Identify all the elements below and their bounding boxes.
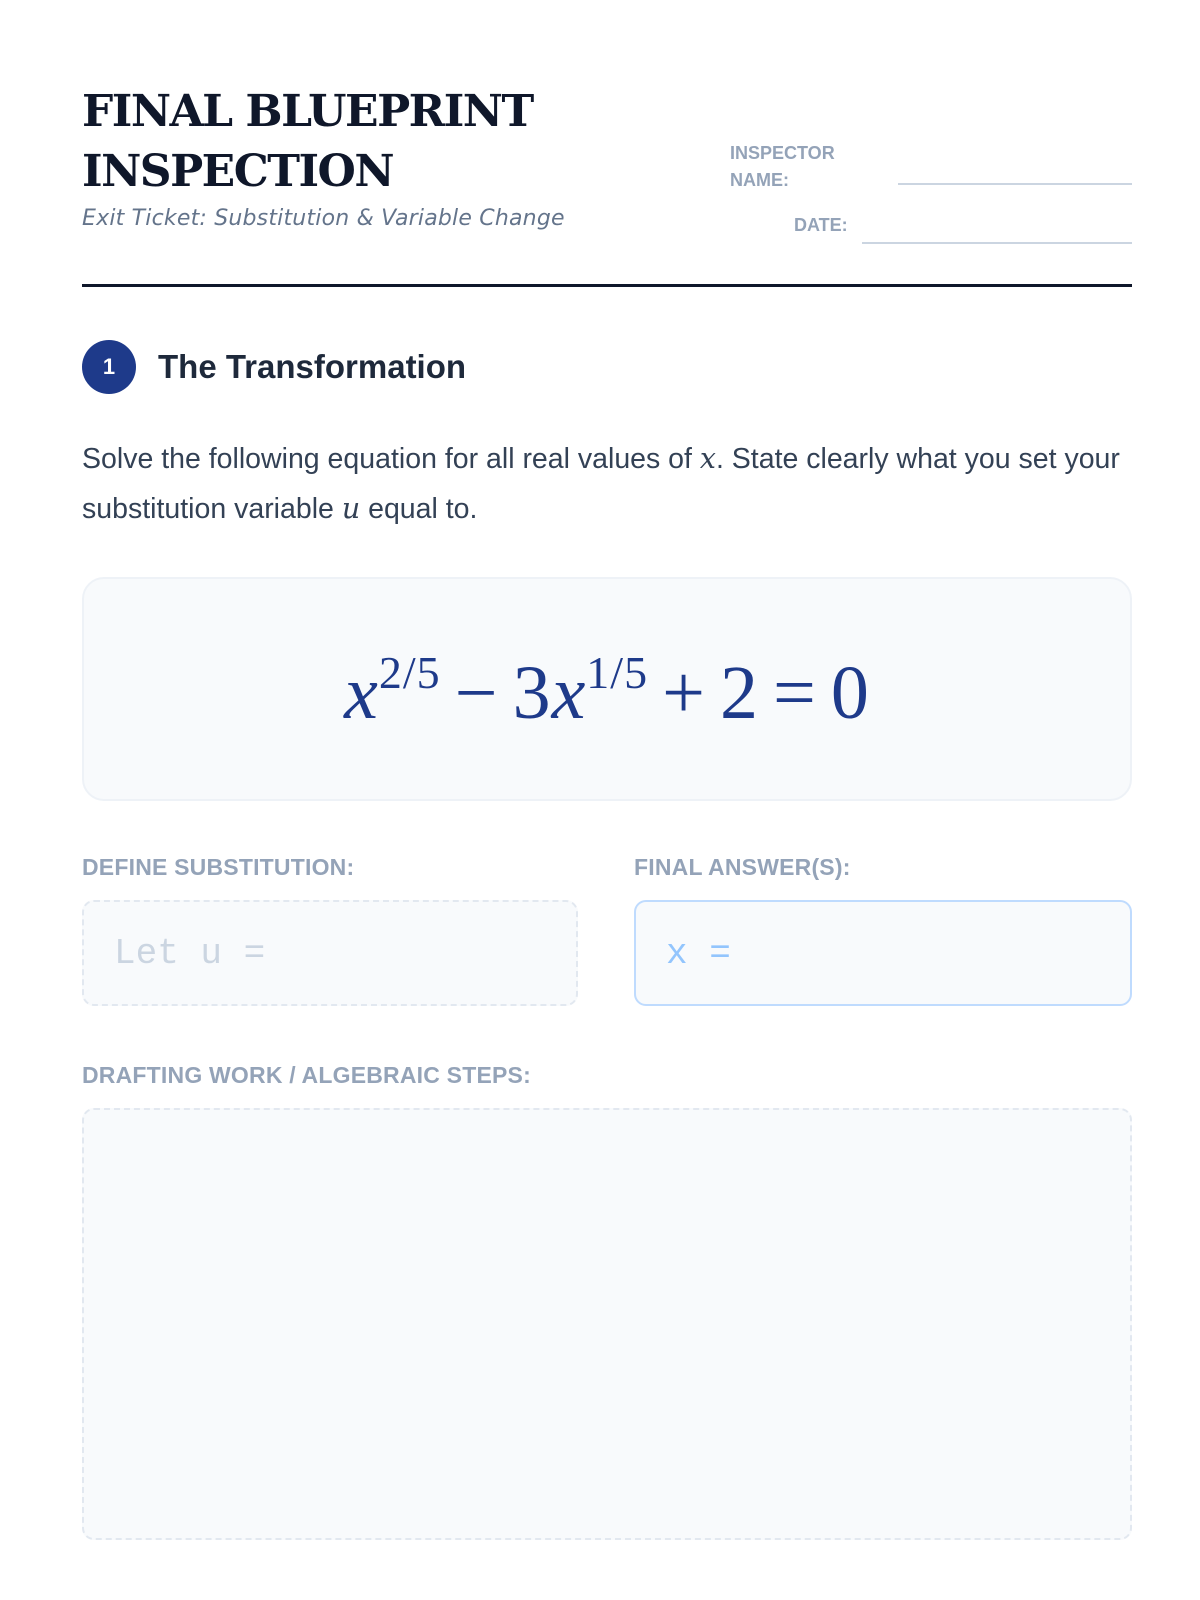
eq-term2-base: x [551,650,587,735]
section-title: The Transformation [158,348,467,385]
eq-plus-operator: + [662,650,706,735]
substitution-placeholder: Let u = [114,932,266,974]
prompt-text-2: . State clearly what you set your substitution variable [82,443,1120,525]
title-line-2: INSPECTION [82,146,394,197]
eq-term2-exponent: 1/5 [586,646,649,698]
final-answer-placeholder: x = [666,932,731,974]
eq-minus-operator: − [454,650,499,735]
drafting-work-area[interactable] [82,1108,1132,1540]
eq-term1-exponent: 2/5 [378,646,441,698]
worksheet-page [82,82,1132,1088]
date-field[interactable] [862,242,1132,244]
inspector-name-label [730,140,860,194]
prompt-variable-u: u [341,492,361,525]
inspector-label-line-1: INSPECTOR [730,143,835,163]
worksheet-header [82,82,1132,287]
step-number-badge: 1 [82,340,136,394]
final-answer-input[interactable] [634,900,1132,1006]
title-line-1: FINAL BLUEPRINT [82,86,533,137]
eq-rhs: 0 [830,650,870,735]
substitution-label: DEFINE SUBSTITUTION: [82,854,355,880]
substitution-input[interactable] [82,900,578,1006]
final-answer-label: FINAL ANSWER(S): [634,854,851,880]
equation [344,646,870,737]
drafting-work-label: DRAFTING WORK / ALGEBRAIC STEPS: [82,1062,531,1088]
prompt-text-3: equal to. [360,493,478,525]
eq-constant: 2 [719,650,759,735]
prompt-text-1: Solve the following equation for all real values of [82,443,700,475]
date-label: DATE: [794,215,848,235]
eq-term2-coefficient: 3 [512,650,552,735]
eq-term1-base: x [344,650,379,735]
inspector-label-line-2: NAME: [730,170,789,190]
meta-fields [82,82,1132,282]
section-heading [82,340,466,394]
equation-box [82,577,1132,801]
prompt-variable-x: x [699,442,716,475]
problem-prompt [82,434,1132,534]
inspector-name-field[interactable] [898,183,1132,185]
worksheet-subtitle: Exit Ticket: Substitution & Variable Change [82,206,565,231]
eq-equals-sign: = [772,650,817,735]
